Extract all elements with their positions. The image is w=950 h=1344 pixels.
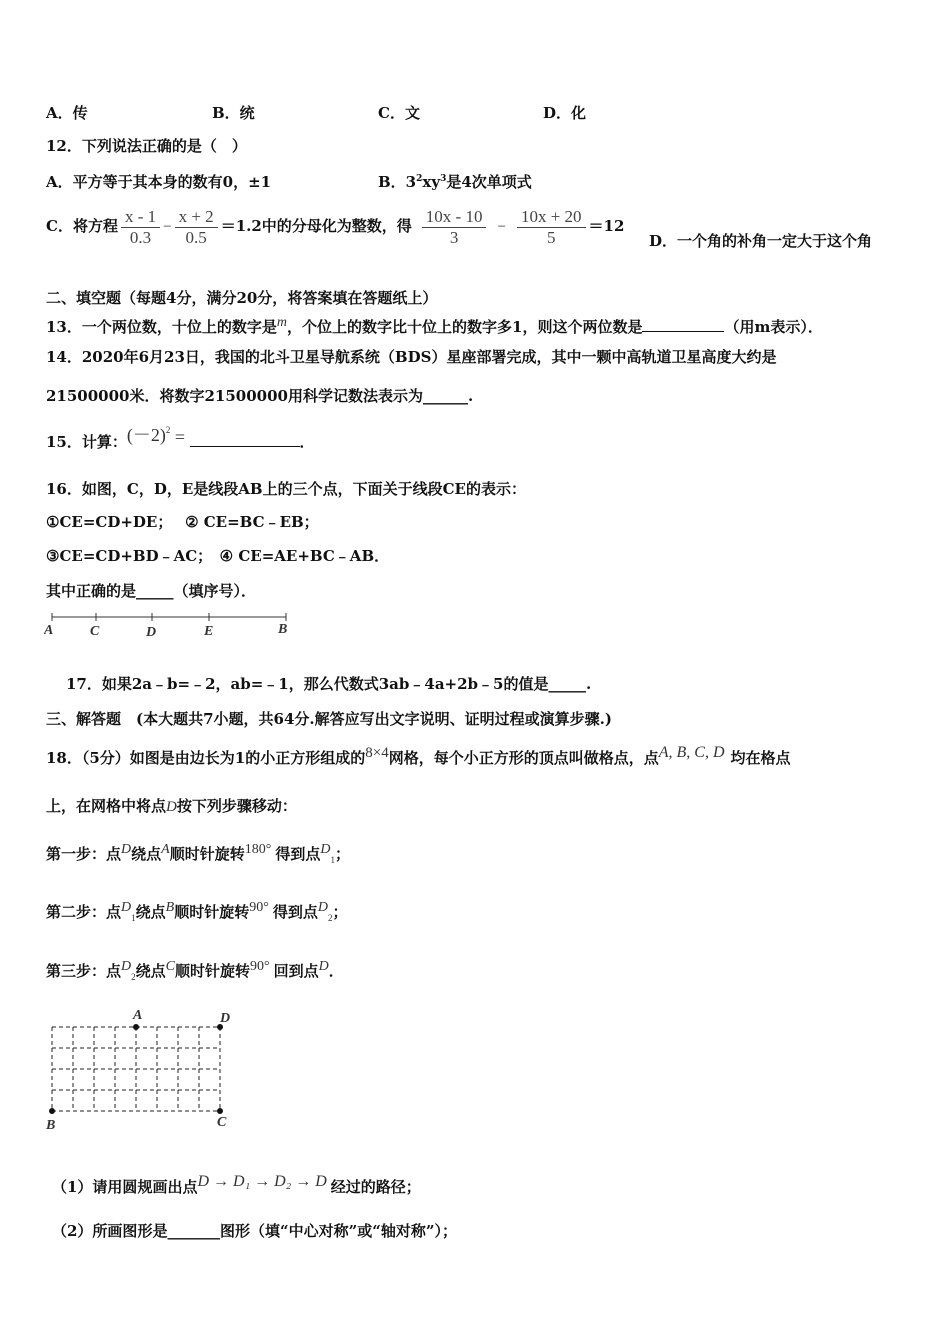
grid-label-d: D [220,1011,231,1026]
q18-part1: （1）请用圆规画出点$^{D \to D_1 \to D_2 \to D}$ 经过的路径； [52,1173,421,1196]
q12-option-d: D．一个角的补角一定大于这个角 [649,232,873,250]
q18-step3: 第三步：点$^D_2$绕点$^C$顺时针旋转$^{90^\circ}$ 回到点$^D$． [46,959,344,982]
grid-label-c: C [217,1115,227,1130]
q12-stem: 12．下列说法正确的是（ ） [46,137,247,155]
fraction-2: $\frac{x + 2}{0.5}$ [175,207,218,248]
q16-ask: 其中正确的是_____（填序号）． [46,582,257,600]
grid-point-b [49,1108,55,1114]
q14-line2: 21500000米．将数字21500000用科学记数法表示为______. [46,387,474,405]
section2-heading: 二、填空题（每题4分，满分20分，将答案填在答题纸上） [46,289,438,307]
q11-option-c: C．文 [378,104,420,122]
q18-line1: 18．（5分）如图是由边长为1的小正方形组成的$^{8\times 4}$网格，每个小正方形的顶点叫做格点，点$^{A, B, C, D}$ 均在格点 [46,744,791,767]
point-label-a: A [44,623,54,638]
q18-step2: 第二步：点$^D_1$绕点$^B$顺时针旋转$^{90^\circ}$ 得到点$^D_2$； [46,900,348,923]
q12-option-a: A．平方等于其本身的数有0，±1 [46,173,272,191]
grid-point-a [133,1024,139,1030]
q17: 17．如果2a﹣b=﹣2，ab=﹣1，那么代数式3ab﹣4a+2b﹣5的值是_____. [66,675,592,693]
point-label-d: D [146,625,157,640]
q18-line2: 上，在网格中将点D按下列步骤移动： [46,797,297,815]
point-label-e: E [204,624,214,639]
fraction-4: $\frac{10x + 20}{5}$ [517,207,586,248]
fraction-3: $\frac{10x - 10}{3}$ [422,207,487,248]
q11-option-a: A．传 [46,104,88,122]
q11-option-d: D．化 [543,104,587,122]
q18-step1: 第一步：点$^D$绕点$^A$顺时针旋转$^{180^\circ}$ 得到点$^D_1$； [46,842,350,865]
grid-point-c [217,1108,223,1114]
grid-label-b: B [46,1118,56,1133]
q12-option-c: C．将方程 $\frac{x - 1}{0.3}$ − $\frac{x + 2}{0.5}$ ＝1.2中的分母化为整数，得 $\frac{10x - 10}{3}$ − $\frac{10x + 20}{5}$ ＝12 [46,206,625,247]
q16-options-2: ③CE=CD+BD﹣AC； ④ CE=AE+BC﹣AB． [46,547,390,565]
q12-option-b: B．$3^2xy^3$是4次单项式 [378,173,532,191]
q14-line1: 14．2020年6月23日，我国的北斗卫星导航系统（BDS）星座部署完成，其中一颗中高轨道卫星高度大约是 [46,348,777,366]
q16-stem: 16．如图，C，D，E是线段AB上的三个点，下面关于线段CE的表示： [46,480,526,498]
segment-figure [44,608,294,640]
fraction-1: $\frac{x - 1}{0.3}$ [121,207,160,248]
point-label-c: C [90,624,100,639]
grid-figure [40,1005,250,1135]
point-label-b: B [278,622,288,637]
q16-options-1: ①CE=CD+DE； ② CE=BC﹣EB； [46,513,319,531]
q11-option-b: B．统 [212,104,255,122]
section3-heading: 三、解答题 (本大题共7小题，共64分.解答应写出文字说明、证明过程或演算步骤.) [46,710,612,728]
q13: 13．一个两位数，十位上的数字是$^m$，个位上的数字比十位上的数字多1，则这个两位数是 （用m表示）． [46,315,823,336]
q18-part2: （2）所画图形是_______图形（填“中心对称”或“轴对称”）； [52,1222,457,1240]
q15: 15．计算：$(-2)^2$ = ． [46,425,315,451]
grid-label-a: A [133,1008,143,1023]
